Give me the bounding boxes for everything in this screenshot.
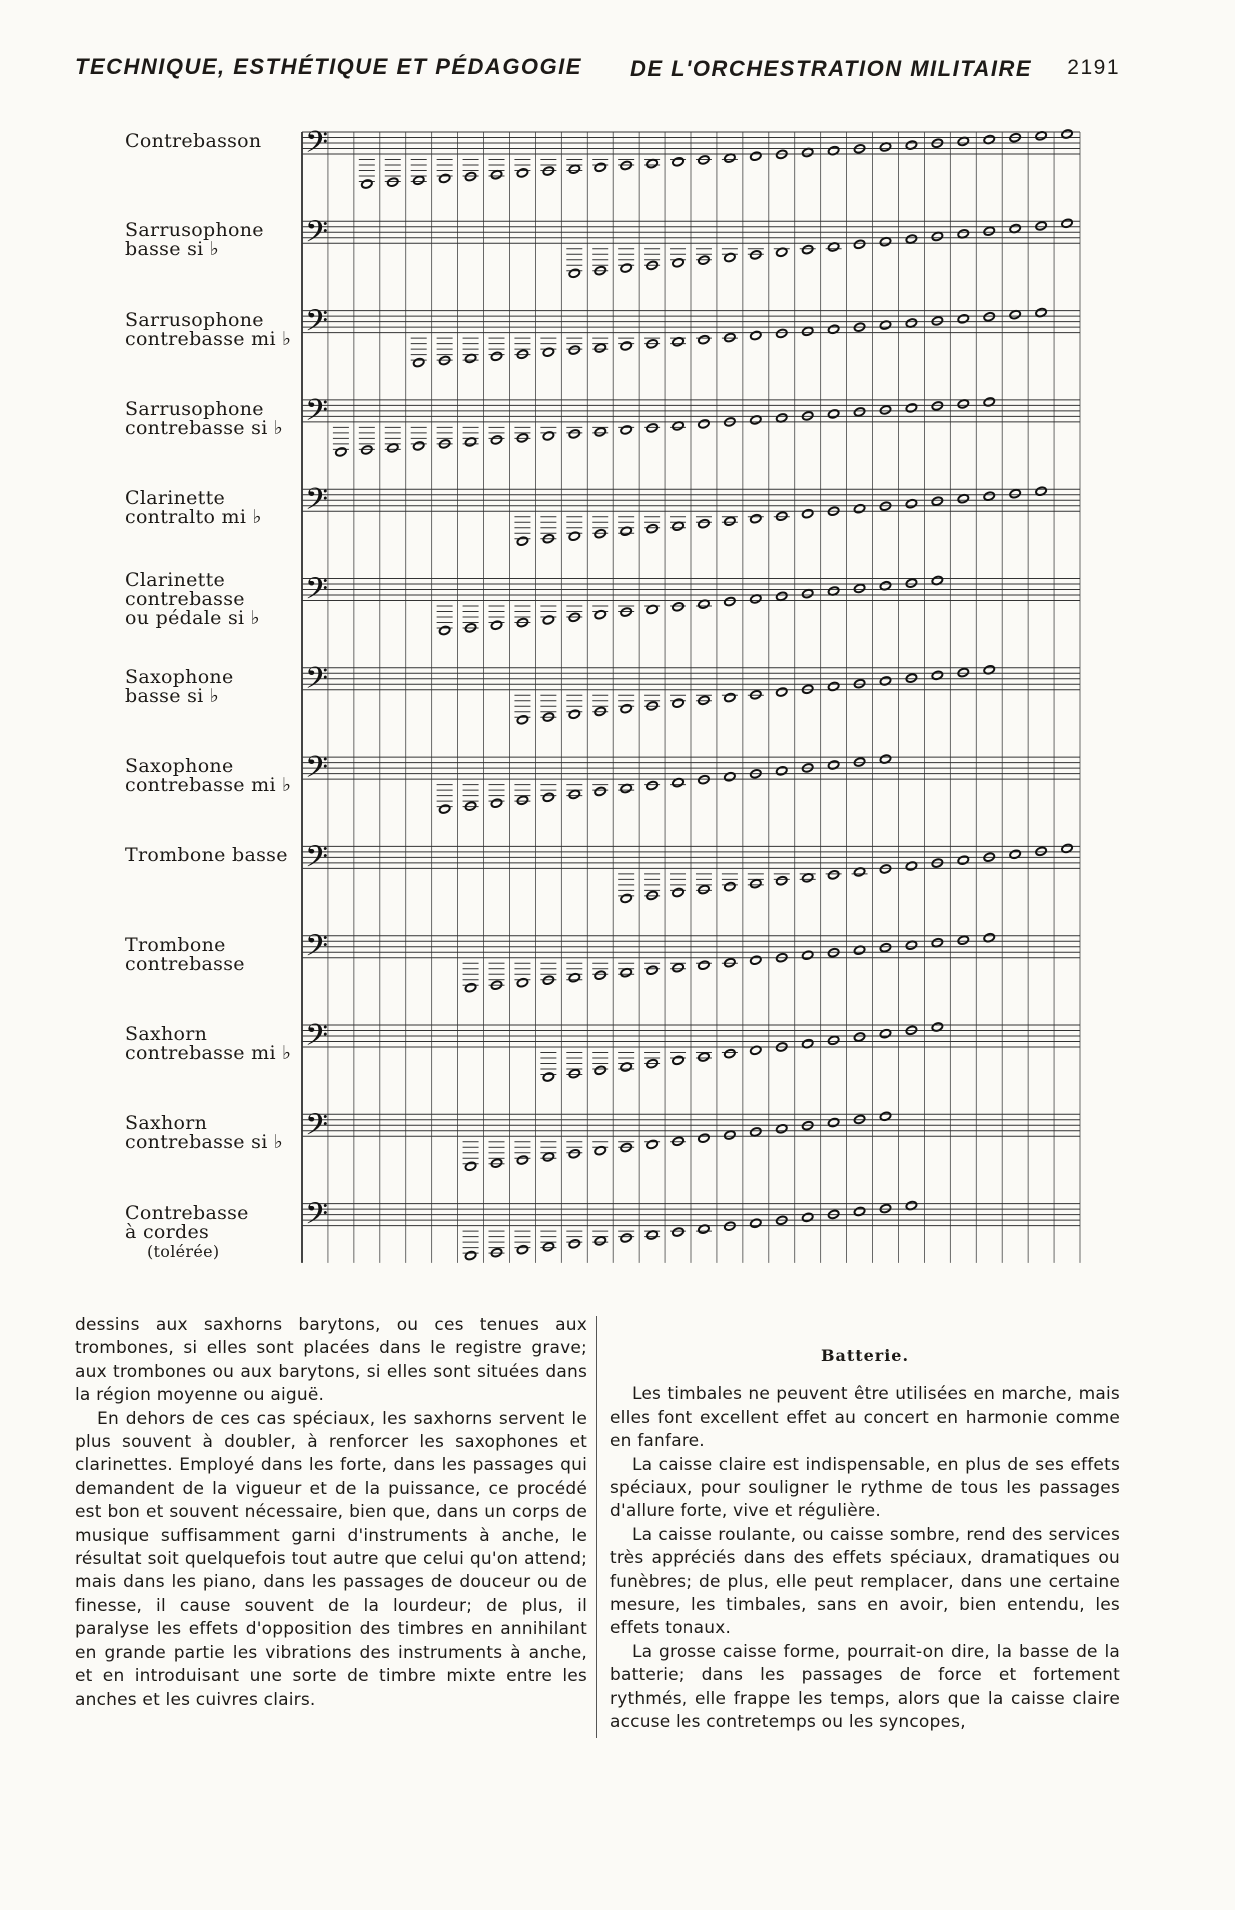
instrument-label-line: à cordes xyxy=(125,1220,210,1243)
whole-note xyxy=(594,427,606,437)
bass-clef-icon: 𝄢 xyxy=(305,751,329,793)
whole-note xyxy=(1009,489,1021,499)
whole-note xyxy=(568,429,580,439)
whole-note xyxy=(672,1055,684,1065)
bass-clef-icon: 𝄢 xyxy=(305,1019,329,1060)
whole-note xyxy=(853,239,865,249)
whole-note xyxy=(828,1117,840,1127)
whole-note xyxy=(905,403,917,413)
whole-note xyxy=(542,1152,554,1162)
whole-note xyxy=(620,893,632,903)
whole-note xyxy=(516,536,528,546)
instrument-label-line: Sarrusophone xyxy=(125,308,264,331)
whole-note xyxy=(542,975,554,985)
whole-note xyxy=(568,789,580,799)
whole-note xyxy=(568,164,580,174)
whole-note xyxy=(672,1227,684,1237)
whole-note xyxy=(698,419,710,429)
whole-note xyxy=(724,596,736,606)
whole-note xyxy=(594,162,606,172)
instrument-label-line: contrebasse xyxy=(125,952,245,975)
whole-note xyxy=(698,884,710,894)
paragraph: En dehors de ces cas spéciaux, les saxhorns servent le plus souvent à doubler, à renforcer les saxophones et clarinettes. Employé dans les forte, dans les passages qui demandent de la vigueur et de la puissance, ce procédé est bon et souvent nécessaire, bien que, dans un corps de musique suffisamment garni d'instruments à anche, le résultat soit quelquefois tout autre que celui qu'on attend; mais dans les piano, dans les passages de douceur ou de finesse, il cause souvent de la lourdeur; de plus, il paralyse les effets d'opposition des timbres en annihilant en grande partie les vibrations des instruments à anche, et en introduisant une sorte de timbre mixte entre les anches et les cuivres clairs. xyxy=(75,1408,587,1710)
whole-note xyxy=(542,615,554,625)
whole-note xyxy=(672,698,684,708)
bass-clef-icon: 𝄢 xyxy=(305,126,329,167)
instrument-label-line: ou pédale si ♭ xyxy=(125,606,261,629)
whole-note xyxy=(516,1155,528,1165)
instrument-label-line: basse si ♭ xyxy=(125,684,220,707)
whole-note xyxy=(905,673,917,683)
instrument-label-line: contrebasse mi ♭ xyxy=(125,774,292,797)
whole-note xyxy=(594,786,606,796)
instrument-label-line: Contrebasson xyxy=(125,130,262,152)
whole-note xyxy=(568,1239,580,1249)
instrument-range-chart xyxy=(0,100,1235,1300)
header-left-title: TECHNIQUE, ESTHÉTIQUE ET PÉDAGOGIE xyxy=(75,54,582,79)
whole-note xyxy=(620,341,632,351)
instrument-label-line: Sarrusophone xyxy=(125,219,264,242)
whole-note xyxy=(439,804,451,814)
instrument-label-line: Saxophone xyxy=(125,665,234,688)
whole-note xyxy=(750,330,762,340)
whole-note xyxy=(750,151,762,161)
whole-note xyxy=(568,1149,580,1159)
instrument-label-line: Saxhorn xyxy=(125,1112,208,1135)
whole-note xyxy=(646,524,658,534)
whole-note xyxy=(490,351,502,361)
whole-note xyxy=(750,1127,762,1137)
whole-note xyxy=(802,1212,814,1222)
instrument-label-line: Clarinette xyxy=(125,487,226,510)
header-right-title: DE L'ORCHESTRATION MILITAIRE xyxy=(630,56,1033,81)
whole-note xyxy=(879,1203,891,1213)
paragraph: La grosse caisse forme, pourrait-on dire, la basse de la batterie; dans les passages de force et fortement rythmés, elle frappe les temps, alors que la caisse claire accuse les contretemps ou les syncopes, xyxy=(610,1641,1120,1733)
instrument-label-line: contrebasse mi ♭ xyxy=(125,1042,292,1064)
whole-note xyxy=(776,766,788,776)
whole-note xyxy=(516,168,528,178)
whole-note xyxy=(413,357,425,367)
whole-note xyxy=(776,687,788,697)
whole-note xyxy=(542,1242,554,1252)
whole-note xyxy=(490,798,502,808)
whole-note xyxy=(672,258,684,268)
running-header xyxy=(75,50,1120,90)
instrument-label-line: Saxophone xyxy=(125,755,234,778)
whole-note xyxy=(439,173,451,183)
paragraph: La caisse roulante, ou caisse sombre, rend des services très appréciés dans des effets spéciaux, dramatiques ou funèbres; de plus, elle peut remplacer, dans une certaine mesure, les timbales, sans en avoir, bien entendu, les effets tonaux. xyxy=(610,1524,1120,1639)
whole-note xyxy=(724,692,736,702)
whole-note xyxy=(853,1032,865,1042)
whole-note xyxy=(931,231,943,241)
instrument-label-line: Trombone basse xyxy=(125,844,288,867)
instrument-label-line: contrebasse si ♭ xyxy=(125,1131,284,1154)
whole-note xyxy=(931,496,943,506)
whole-note xyxy=(698,335,710,345)
whole-note xyxy=(828,870,840,880)
bass-clef-icon: 𝄢 xyxy=(305,929,329,971)
instrument-label-note: (tolérée) xyxy=(147,1241,220,1261)
whole-note xyxy=(931,316,943,326)
whole-note xyxy=(594,1236,606,1246)
whole-note xyxy=(750,955,762,965)
whole-note xyxy=(750,250,762,260)
whole-note xyxy=(646,158,658,168)
whole-note xyxy=(542,1072,554,1082)
whole-note xyxy=(776,328,788,338)
whole-note xyxy=(490,435,502,445)
whole-note xyxy=(879,864,891,874)
whole-note xyxy=(594,1065,606,1075)
whole-note xyxy=(802,509,814,519)
whole-note xyxy=(802,326,814,336)
whole-note xyxy=(957,667,969,677)
bass-clef-icon: 𝄢 xyxy=(305,1197,329,1239)
whole-note xyxy=(828,1035,840,1045)
whole-note xyxy=(957,855,969,865)
whole-note xyxy=(853,504,865,514)
whole-note xyxy=(698,1052,710,1062)
whole-note xyxy=(724,516,736,526)
bass-clef-icon: 𝄢 xyxy=(305,483,329,525)
whole-note xyxy=(802,588,814,598)
whole-note xyxy=(750,879,762,889)
paragraph: La caisse claire est indispensable, en plus de ses effets spéciaux, pour souligner le rythme de tous les passages d'allure forte, vive et régulière. xyxy=(610,1454,1120,1522)
instrument-label-line: basse si ♭ xyxy=(125,238,220,261)
whole-note xyxy=(724,1130,736,1140)
paragraph: Les timbales ne peuvent être utilisées en marche, mais elles font excellent effet au concert en harmonie comme en fanfare. xyxy=(610,1384,1120,1452)
whole-note xyxy=(594,343,606,353)
whole-note xyxy=(776,591,788,601)
whole-note xyxy=(490,620,502,630)
whole-note xyxy=(620,1233,632,1243)
instrument-label-line: Saxhorn xyxy=(125,1023,208,1045)
whole-note xyxy=(464,983,476,993)
whole-note xyxy=(646,965,658,975)
instrument-label-line: Clarinette xyxy=(125,568,226,591)
whole-note xyxy=(335,447,347,457)
right-text-column xyxy=(610,1314,1120,1735)
whole-note xyxy=(646,1139,658,1149)
whole-note xyxy=(464,1250,476,1260)
column-divider xyxy=(596,1316,597,1738)
whole-note xyxy=(957,314,969,324)
whole-note xyxy=(853,583,865,593)
instrument-label-line: contralto mi ♭ xyxy=(125,506,262,529)
page-number: 2191 xyxy=(1067,56,1120,79)
whole-note xyxy=(957,935,969,945)
instrument-label-line: Sarrusophone xyxy=(125,397,264,420)
instrument-label-line: contrebasse mi ♭ xyxy=(125,327,292,350)
whole-note xyxy=(879,405,891,415)
bass-clef-icon: 𝄢 xyxy=(305,393,329,435)
whole-note xyxy=(905,234,917,244)
whole-note xyxy=(542,347,554,357)
bass-clef-icon: 𝄢 xyxy=(305,1108,329,1150)
instrument-label-line: contrebasse si ♭ xyxy=(125,416,284,439)
whole-note xyxy=(983,226,995,236)
whole-note xyxy=(853,407,865,417)
whole-note xyxy=(516,1245,528,1255)
whole-note xyxy=(568,531,580,541)
whole-note xyxy=(1035,221,1047,231)
whole-note xyxy=(879,943,891,953)
whole-note xyxy=(464,1161,476,1171)
whole-note xyxy=(698,775,710,785)
instrument-label-line: Contrebasse xyxy=(125,1201,249,1224)
bass-clef-icon: 𝄢 xyxy=(305,840,329,882)
whole-note xyxy=(568,345,580,355)
whole-note xyxy=(387,177,399,187)
whole-note xyxy=(672,963,684,973)
whole-note xyxy=(776,876,788,886)
whole-note xyxy=(568,268,580,278)
whole-note xyxy=(620,425,632,435)
paragraph: dessins aux saxhorns barytons, ou ces tenues aux trombones, si elles sont placées dans le registre grave; aux trombones ou aux barytons, si elles sont situées dans la région moyenne ou aiguë. xyxy=(75,1315,587,1406)
whole-note xyxy=(853,679,865,689)
whole-note xyxy=(853,757,865,767)
whole-note xyxy=(724,1221,736,1231)
whole-note xyxy=(413,441,425,451)
section-title: Batterie. xyxy=(820,1346,910,1365)
whole-note xyxy=(568,1069,580,1079)
whole-note xyxy=(620,263,632,273)
whole-note xyxy=(594,970,606,980)
whole-note xyxy=(620,704,632,714)
whole-note xyxy=(802,950,814,960)
whole-note xyxy=(516,715,528,725)
whole-note xyxy=(464,171,476,181)
bass-clef-icon: 𝄢 xyxy=(305,661,329,703)
whole-note xyxy=(905,578,917,588)
whole-note xyxy=(361,179,373,189)
whole-note xyxy=(828,948,840,958)
whole-note xyxy=(672,602,684,612)
whole-note xyxy=(802,684,814,694)
whole-note xyxy=(542,792,554,802)
whole-note xyxy=(724,881,736,891)
whole-note xyxy=(698,960,710,970)
whole-note xyxy=(620,607,632,617)
whole-note xyxy=(802,244,814,254)
bass-clef-icon: 𝄢 xyxy=(305,304,329,346)
whole-note xyxy=(724,1049,736,1059)
instrument-label-line: contrebasse xyxy=(125,587,245,610)
whole-note xyxy=(646,780,658,790)
whole-note xyxy=(828,409,840,419)
bass-clef-icon: 𝄢 xyxy=(305,215,329,257)
whole-note xyxy=(439,625,451,635)
whole-note xyxy=(413,175,425,185)
whole-note xyxy=(490,1158,502,1168)
whole-note xyxy=(983,312,995,322)
whole-note xyxy=(672,887,684,897)
whole-note xyxy=(568,709,580,719)
range-staff-grid xyxy=(0,100,1235,1300)
whole-note xyxy=(1035,846,1047,856)
whole-note xyxy=(516,978,528,988)
instrument-label-line: Trombone xyxy=(125,933,226,956)
whole-note xyxy=(698,519,710,529)
whole-note xyxy=(490,170,502,180)
left-text-column xyxy=(75,1314,587,1712)
whole-note xyxy=(672,157,684,167)
whole-note xyxy=(542,166,554,176)
whole-note xyxy=(516,795,528,805)
whole-note xyxy=(750,514,762,524)
whole-note xyxy=(542,431,554,441)
bass-clef-icon: 𝄢 xyxy=(305,572,329,614)
whole-note xyxy=(698,1133,710,1143)
